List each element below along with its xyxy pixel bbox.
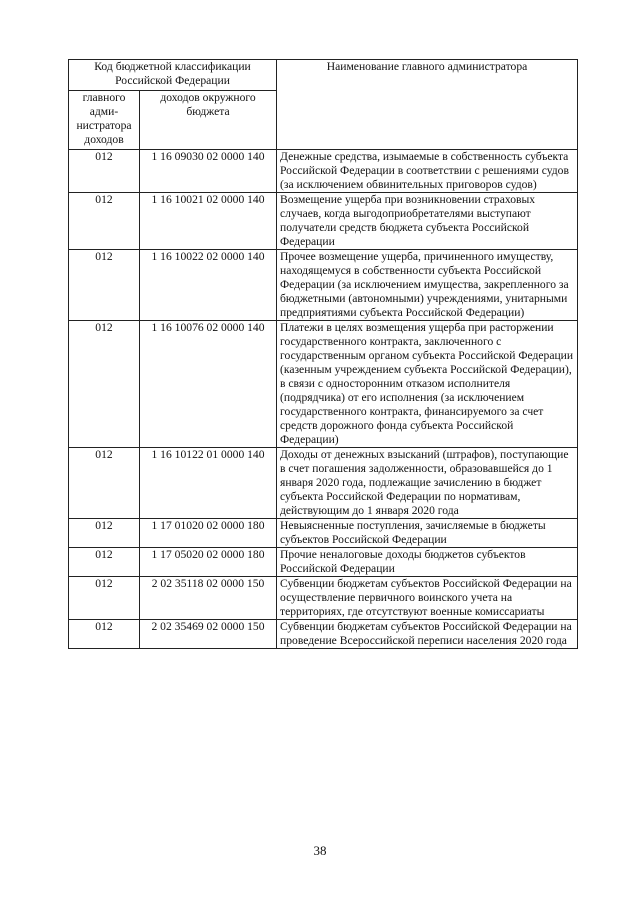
row-administrator-name: Невыясненные поступления, зачисляемые в бюджеты субъектов Российской Федерации: [277, 519, 578, 548]
row-admin-code: 012: [69, 150, 140, 193]
row-budget-code: 1 16 10076 02 0000 140: [140, 321, 277, 448]
row-administrator-name: Прочее возмещение ущерба, причиненного имуществу, находящемуся в собственности субъекта Российской Федерации (за исключением имущества, закрепленного за бюджетными (автономными) учреждениями, унитарными предприятиями субъекта Российской Федерации): [277, 250, 578, 321]
row-budget-code: 2 02 35118 02 0000 150: [140, 577, 277, 620]
row-administrator-name: Возмещение ущерба при возникновении страховых случаев, когда выгодоприобретателями выступают получатели средств бюджета субъекта Российской Федерации: [277, 193, 578, 250]
row-administrator-name: Субвенции бюджетам субъектов Российской Федерации на осуществление первичного воинского учета на территориях, где отсутствуют военные комиссариаты: [277, 577, 578, 620]
table-row: [69, 548, 578, 577]
row-administrator-name: Субвенции бюджетам субъектов Российской Федерации на проведение Всероссийской переписи населения 2020 года: [277, 620, 578, 649]
row-admin-code: 012: [69, 321, 140, 448]
row-admin-code: 012: [69, 250, 140, 321]
row-budget-code: 1 16 10022 02 0000 140: [140, 250, 277, 321]
row-budget-code: 1 17 01020 02 0000 180: [140, 519, 277, 548]
header-district-budget-income: доходов окружного бюджета: [140, 91, 277, 150]
row-budget-code: 1 17 05020 02 0000 180: [140, 548, 277, 577]
table-row: [69, 448, 578, 519]
row-admin-code: 012: [69, 548, 140, 577]
table-row: [69, 577, 578, 620]
row-budget-code: 1 16 09030 02 0000 140: [140, 150, 277, 193]
table-row: [69, 321, 578, 448]
row-admin-code: 012: [69, 620, 140, 649]
row-administrator-name: Прочие неналоговые доходы бюджетов субъектов Российской Федерации: [277, 548, 578, 577]
table-body: [69, 150, 578, 649]
row-budget-code: 1 16 10122 01 0000 140: [140, 448, 277, 519]
header-chief-administrator: главного адми-нистратора доходов: [69, 91, 140, 150]
row-admin-code: 012: [69, 193, 140, 250]
budget-classification-table: [68, 59, 578, 649]
table-row: [69, 519, 578, 548]
row-budget-code: 2 02 35469 02 0000 150: [140, 620, 277, 649]
row-administrator-name: Денежные средства, изымаемые в собственность субъекта Российской Федерации в соответствии с решениями судов (за исключением обвинительных приговоров судов): [277, 150, 578, 193]
table-row: [69, 620, 578, 649]
row-admin-code: 012: [69, 519, 140, 548]
row-admin-code: 012: [69, 448, 140, 519]
table-row: [69, 150, 578, 193]
row-administrator-name: Платежи в целях возмещения ущерба при расторжении государственного контракта, заключенного с государственным органом субъекта Российской Федерации (казенным учреждением субъекта Российской Федерации), в связи с односторонним отказом исполнителя (подрядчика) от его исполнения (за исключением государственного контракта, финансируемого за счет средств дорожного фонда субъекта Российской Федерации): [277, 321, 578, 448]
header-administrator-name: Наименование главного администратора: [277, 60, 578, 150]
row-administrator-name: Доходы от денежных взысканий (штрафов), поступающие в счет погашения задолженности, образовавшейся до 1 января 2020 года, подлежащие зачислению в бюджет субъекта Российской Федерации по нормативам, действующим до 1 января 2020 года: [277, 448, 578, 519]
table-header: [69, 60, 578, 150]
row-admin-code: 012: [69, 577, 140, 620]
header-classification-code: Код бюджетной классификации Российской Федерации: [69, 60, 277, 91]
table-row: [69, 193, 578, 250]
table-row: [69, 250, 578, 321]
page-number: 38: [313, 843, 327, 858]
row-budget-code: 1 16 10021 02 0000 140: [140, 193, 277, 250]
